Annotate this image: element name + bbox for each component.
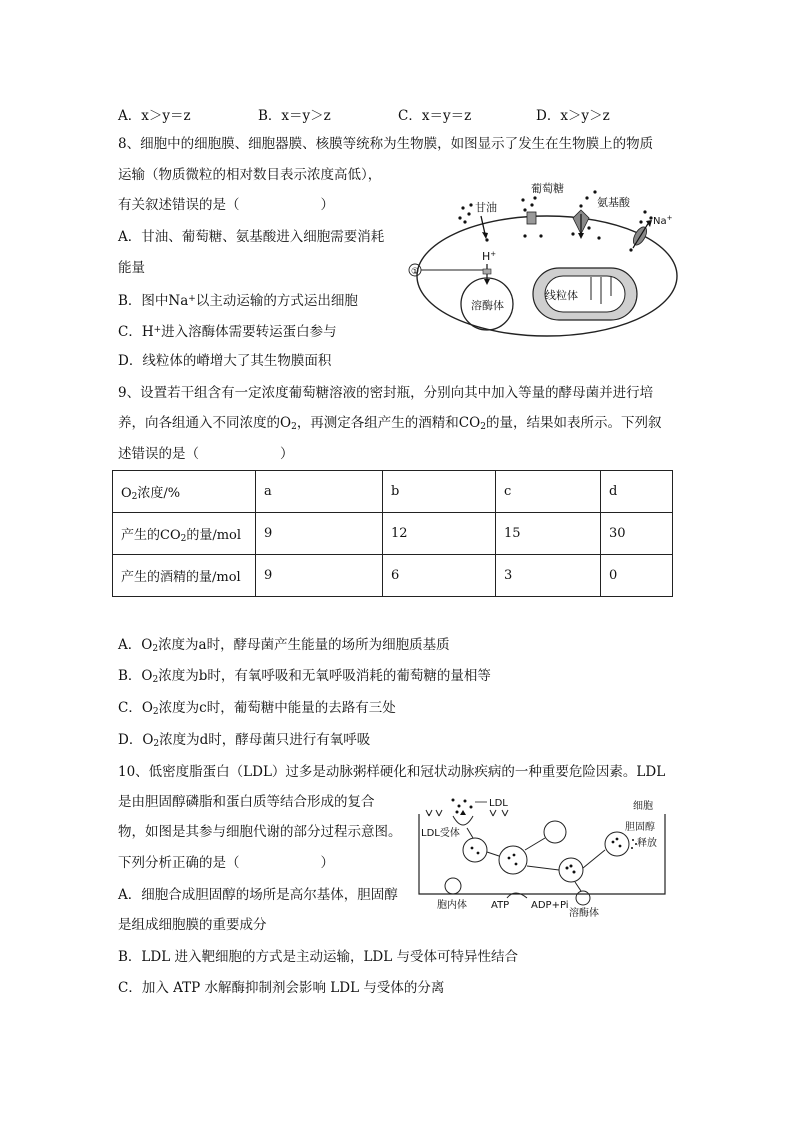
recycle-vesicle: [544, 821, 566, 843]
table-row-label: 产生的酒精的量/mol: [113, 555, 256, 597]
h-label: H+: [482, 250, 497, 263]
coated-vesicle: [463, 838, 487, 862]
table-cell: c: [496, 471, 601, 513]
prev-option-d: D．x＞y＞z: [536, 108, 610, 124]
glucose-carrier: [527, 212, 536, 224]
table-cell: 9: [256, 513, 383, 555]
q10-option-a-line2: 是组成细胞膜的重要成分: [118, 917, 267, 933]
table-row-label: 产生的$CO_2$的量/mol: [113, 513, 256, 555]
receptor-label: LDL受体: [421, 828, 460, 839]
q9-stem-line1: 9、设置若干组含有一定浓度葡萄糖溶液的密封瓶，分别向其中加入等量的酵母菌并进行培: [118, 385, 654, 401]
table-cell: 30: [601, 513, 673, 555]
q9-stem-line2: 养，向各组通入不同浓度的$O_2$，再测定各组产生的酒精和$CO_2$的量，结果如表所示。下列叙: [118, 415, 662, 432]
table-cell: 6: [383, 555, 496, 597]
q10-stem-line2: 是由胆固醇磷脂和蛋白质等结合形成的复合: [118, 794, 375, 810]
lysosome-label: 溶酶体: [569, 908, 599, 919]
mitochondrion-label: 线粒体: [545, 289, 578, 302]
digest-vesicle: [559, 858, 583, 882]
lysosome: [576, 891, 590, 905]
table-cell: 15: [496, 513, 601, 555]
ldl-label: LDL: [489, 798, 508, 809]
q9-option-d: D．$O_2$浓度为d时，酵母菌只进行有氧呼吸: [118, 732, 371, 749]
process-arrows: [467, 828, 605, 898]
q8-membrane-transport-figure: [405, 178, 685, 348]
lysosome-label: 溶酶体: [471, 299, 504, 312]
q10-stem-line4: 下列分析正确的是（ ）: [118, 855, 334, 871]
table-row: [113, 555, 673, 597]
table-cell: 0: [601, 555, 673, 597]
vesicle: [499, 846, 527, 874]
table-cell: 9: [256, 555, 383, 597]
q10-ldl-figure: [415, 788, 673, 920]
cholesterol-label: 胆固醇: [625, 822, 655, 833]
q9-option-a: A．$O_2$浓度为a时，酵母菌产生能量的场所为细胞质基质: [118, 637, 450, 654]
prev-option-a: A．x＞y＝z: [118, 108, 191, 124]
table-row-label: $O_2$浓度/%: [113, 471, 256, 513]
q10-stem-line3: 物，如图是其参与细胞代谢的部分过程示意图。: [118, 824, 402, 840]
q10-option-c: C．加入 ATP 水解酶抑制剂会影响 LDL 与受体的分离: [118, 980, 445, 996]
cell-label: 细胞: [633, 801, 653, 812]
table-cell: a: [256, 471, 383, 513]
inside-particles: [485, 226, 636, 251]
endosome: [445, 878, 461, 894]
q8-option-a-line2: 能量: [118, 260, 145, 276]
table-row: [113, 471, 673, 513]
q9-option-c: C．$O_2$浓度为c时，葡萄糖中能量的去路有三处: [118, 700, 396, 717]
q8-option-d: D．线粒体的嵴增大了其生物膜面积: [118, 353, 332, 369]
q8-stem-line1: 8、细胞中的细胞膜、细胞器膜、核膜等统称为生物膜，如图显示了发生在生物膜上的物质: [118, 136, 654, 152]
table-cell: 12: [383, 513, 496, 555]
na-label: Na+: [653, 214, 673, 227]
q10-stem-line1: 10、低密度脂蛋白（LDL）过多是动脉粥样硬化和冠状动脉疾病的一种重要危险因素。LDL: [118, 764, 666, 780]
cholesterol-vesicle: [605, 832, 629, 856]
prev-option-c: C．x＝y＝z: [398, 108, 472, 124]
q9-stem-line3: 述错误的是（ ）: [118, 446, 294, 462]
q8-stem-line3: 有关叙述错误的是（ ）: [118, 197, 334, 213]
adp-label: ADP+Pi: [531, 900, 569, 911]
glucose-label: 葡萄糖: [531, 182, 564, 195]
marker-1: ①: [411, 267, 420, 277]
q9-option-b: B．$O_2$浓度为b时，有氧呼吸和无氧呼吸消耗的葡萄糖的量相等: [118, 668, 491, 685]
table-row: [113, 513, 673, 555]
q8-stem-line2: 运输（物质微粒的相对数目表示浓度高低），: [118, 167, 382, 183]
q8-option-c: C．H+进入溶酶体需要转运蛋白参与: [118, 324, 337, 340]
q10-option-a-line1: A．细胞合成胆固醇的场所是高尔基体，胆固醇: [118, 887, 398, 903]
atp-label: ATP: [491, 900, 510, 911]
receptors: [426, 810, 508, 816]
table-cell: d: [601, 471, 673, 513]
table-cell: 3: [496, 555, 601, 597]
q8-option-a-line1: A．甘油、葡萄糖、氨基酸进入细胞需要消耗: [118, 229, 385, 245]
endosome-label: 胞内体: [437, 900, 467, 911]
prev-option-b: B．x＝y＞z: [258, 108, 331, 124]
amino-acid-label: 氨基酸: [597, 196, 630, 209]
table-cell: b: [383, 471, 496, 513]
ldl-particles: [452, 799, 473, 816]
q9-data-table: [112, 470, 673, 597]
release-label: 释放: [637, 838, 657, 849]
glycerol-label: 甘油: [475, 201, 497, 214]
q10-option-b: B．LDL 进入靶细胞的方式是主动运输，LDL 与受体可特异性结合: [118, 949, 519, 965]
q8-option-b: B．图中Na+以主动运输的方式运出细胞: [118, 293, 358, 309]
